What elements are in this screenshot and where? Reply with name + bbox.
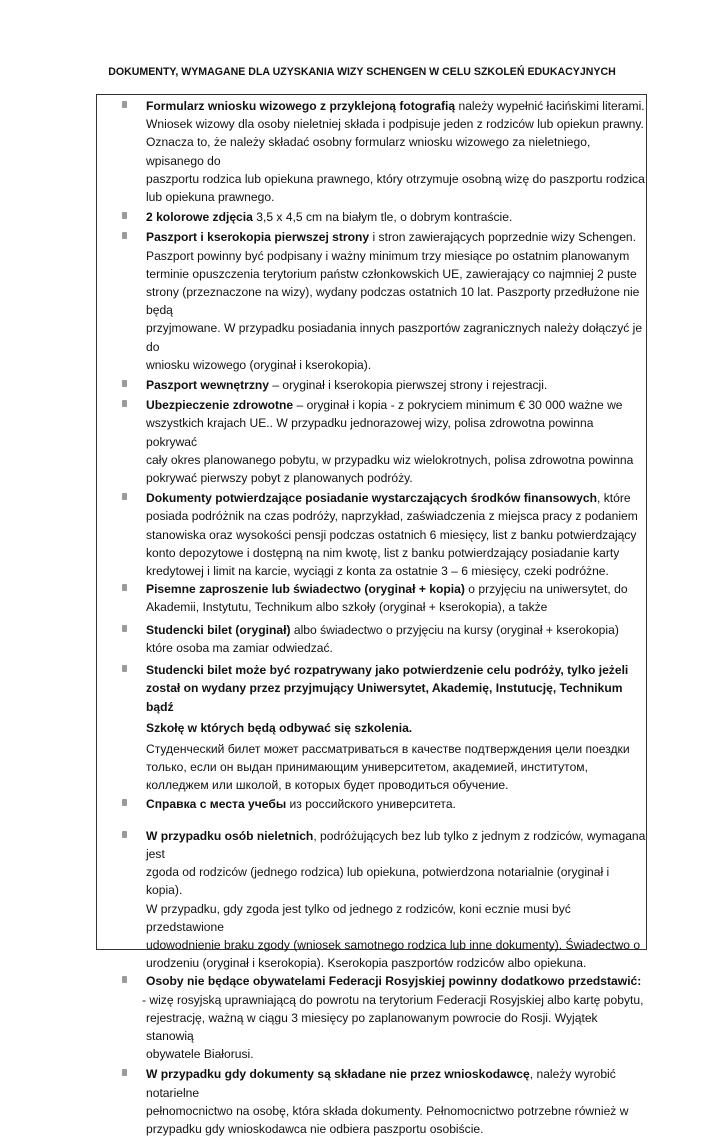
item-text: из российского университета. bbox=[286, 796, 456, 811]
item-text: pełnomocnictwo na osobę, która składa dokumenty. Pełnomocnictwo potrzebne również w bbox=[146, 1103, 629, 1118]
item-text: terminie opuszczenia terytorium państw członkowskich UE, zawierający co najmniej 2 puste bbox=[146, 266, 637, 281]
item-text: Akademii, Instytutu, Technikum albo szkoły (oryginał + kserokopia), a także bbox=[146, 600, 548, 615]
list-item-power-of-attorney bbox=[146, 1065, 646, 1138]
item-heading: Studencki bilet (oryginał) bbox=[146, 622, 291, 637]
bullet-icon bbox=[122, 625, 127, 632]
item-text: cały okres planowanego pobytu, w przypadku wiz wielokrotnych, polisa zdrowotna powinna bbox=[146, 452, 634, 467]
item-text: przyjmowane. W przypadku posiadania innych paszportów zagranicznych należy dołączyć je do bbox=[146, 321, 643, 354]
item-heading: Paszport wewnętrzny bbox=[146, 378, 269, 393]
item-text: albo świadectwo o przyjęciu na kursy (oryginał + kserokopia) bbox=[290, 622, 619, 637]
list-item-internal-passport bbox=[146, 376, 646, 394]
bullet-icon bbox=[122, 212, 127, 219]
list-item-invitation bbox=[146, 580, 646, 616]
item-text: przypadku gdy wnioskodawca nie odbiera paszportu osobiście. bbox=[146, 1121, 484, 1136]
item-text: wniosku wizowego (oryginał i kserokopia). bbox=[146, 357, 372, 372]
bullet-icon bbox=[122, 831, 127, 838]
item-text: lub opiekuna prawnego. bbox=[146, 190, 275, 205]
item-text: , podróżujących bez lub tylko z jednym z rodziców, wymagana jest bbox=[146, 828, 646, 861]
item-text: paszportu rodzica lub opiekuna prawnego, który otrzymuje osobną wizę do paszportu rodzica bbox=[146, 171, 645, 186]
item-text: - wizę rosyjską uprawniającą do powrotu na terytorium Federacji Rosyjskiej albo kartę pobytu, bbox=[142, 992, 644, 1007]
list-item-insurance bbox=[146, 396, 646, 487]
item-heading: Studencki bilet może być rozpatrywany jako potwierdzenie celu podróży, tylko jeżeli bbox=[146, 663, 629, 678]
item-text: o przyjęciu na uniwersytet, do bbox=[464, 582, 628, 597]
item-heading: 2 kolorowe zdjęcia bbox=[146, 210, 253, 225]
bullet-icon bbox=[122, 1069, 127, 1076]
bullet-icon bbox=[122, 976, 127, 983]
item-heading: W przypadku osób nieletnich bbox=[146, 828, 314, 843]
item-text: urodzeniu (oryginał i kserokopia). Kserokopia paszportów rodziców albo opiekuna. bbox=[146, 956, 587, 971]
item-text: , które bbox=[596, 491, 631, 506]
bullet-icon bbox=[122, 584, 127, 591]
item-text: – oryginał i kserokopia pierwszej strony i rejestracji. bbox=[268, 378, 548, 393]
item-text: zgoda od rodziców (jednego rodzica) lub opiekuna, potwierdzona notarialnie (oryginał i kopia). bbox=[146, 865, 610, 898]
list-item-student-card-note bbox=[146, 661, 646, 794]
list-item-financial-means bbox=[146, 489, 646, 580]
bullet-icon bbox=[122, 799, 127, 806]
item-text: obywatele Białorusi. bbox=[146, 1047, 254, 1062]
item-text: W przypadku, gdy zgoda jest tylko od jednego z rodziców, koni ecznie musi być przedstawione bbox=[146, 901, 571, 934]
item-text: strony (przeznaczone na wizy), wydany podczas ostatnich 10 lat. Paszporty przedłużone nie będą bbox=[146, 285, 640, 318]
item-text: należy wypełnić łacińskimi literami. bbox=[455, 99, 645, 113]
bullet-icon bbox=[122, 493, 127, 500]
item-text: Студенческий билет может рассматриваться в качестве подтверждения цели поездки bbox=[146, 741, 630, 756]
bullet-icon bbox=[122, 665, 127, 672]
bullet-icon bbox=[122, 101, 127, 108]
item-heading: Ubezpieczenie zdrowotne bbox=[146, 398, 294, 413]
list-item-photos bbox=[146, 208, 646, 226]
item-text: i stron zawierających poprzednie wizy Schengen. bbox=[369, 230, 637, 245]
item-text: posiada podróżnik na czas podróży, naprzykład, zaświadczenia z miejsca pracy z podaniem bbox=[146, 509, 638, 524]
item-heading: Osoby nie będące obywatelami Federacji Rosyjskiej powinny dodatkowo przedstawić: bbox=[146, 974, 642, 989]
item-text: konto depozytowe i dostępną na nim kwotę, list z banku potwierdzający posiadanie karty bbox=[146, 545, 620, 560]
item-text: 3,5 x 4,5 cm na białym tle, o dobrym kontraście. bbox=[252, 210, 513, 225]
item-text: Oznacza to, że należy składać osobny formularz wniosku wizowego za nieletniego, wpisanego do bbox=[146, 135, 591, 168]
bullet-icon bbox=[122, 380, 127, 387]
requirements-list bbox=[142, 97, 646, 1138]
item-text: które osoba ma zamiar odwiedzać. bbox=[146, 640, 333, 655]
item-text: , należy wyrobić notarielne bbox=[146, 1067, 616, 1100]
bullet-icon bbox=[122, 232, 127, 239]
item-heading: Dokumenty potwierdzające posiadanie wystarczających środków finansowych bbox=[146, 491, 597, 506]
item-text: wszystkich krajach UE.. W przypadku jednorazowej wizy, polisa zdrowotna powinna pokrywać bbox=[146, 416, 594, 449]
item-text: udowodnienie braku zgody (wniosek samotnego rodzica lub inne dokumenty). Świadectwo o bbox=[146, 937, 641, 952]
item-text: Paszport powinny być podpisany i ważny minimum trzy miesiące po ostatnim planowanym bbox=[146, 248, 630, 263]
item-heading: Formularz wniosku wizowego z przyklejoną fotografią bbox=[146, 99, 456, 113]
item-heading: Pisemne zaproszenie lub świadectwo (oryginał + kopia) bbox=[146, 582, 465, 597]
item-text: rejestrację, ważną w ciągu 3 miesięcy po zaplanowanym powrocie do Rosji. Wyjątek stanowią bbox=[146, 1010, 598, 1043]
item-text: колледжем или школой, в которых будет проводиться обучение. bbox=[146, 778, 509, 793]
list-item-non-citizens bbox=[142, 972, 646, 1063]
list-item-study-certificate bbox=[146, 795, 646, 813]
list-item-application-form bbox=[146, 97, 646, 206]
list-item-passport bbox=[146, 228, 646, 374]
item-text: Wniosek wizowy dla osoby nieletniej składa i podpisuje jeden z rodziców lub opiekun prawny. bbox=[146, 117, 644, 132]
item-text: kredytowej i limit na karcie, wyciągi z konta za ostatnie 3 – 6 miesięcy, czeki podróżne. bbox=[146, 564, 609, 579]
item-text: – oryginał i kopia - z pokryciem minimum € 30 000 ważne we bbox=[293, 398, 623, 413]
list-item-student-card bbox=[146, 621, 646, 657]
bullet-icon bbox=[122, 400, 127, 407]
item-heading: Paszport i kserokopia pierwszej strony bbox=[146, 230, 370, 245]
item-heading: Справка с места учебы bbox=[146, 796, 287, 811]
item-text: pokrywać pierwszy pobyt z planowanych podróży. bbox=[146, 471, 413, 486]
item-text: stanowiska oraz wysokości pensji podczas ostatnich 6 miesięcy, list z banku potwierdzający bbox=[146, 527, 637, 542]
item-heading: Szkołę w których będą odbywać się szkolenia. bbox=[146, 720, 413, 735]
item-heading: W przypadku gdy dokumenty są składane nie przez wnioskodawcę bbox=[146, 1067, 530, 1082]
list-item-minors bbox=[146, 827, 646, 973]
item-heading: został on wydany przez przyjmujący Uniwersytet, Akademię, Instutucję, Technikum bądź bbox=[146, 681, 623, 714]
document-title: DOKUMENTY, WYMAGANE DLA UZYSKANIA WIZY SCHENGEN W CELU SZKOLEŃ EDUKACYJNYCH bbox=[108, 66, 616, 78]
item-text: только, если он выдан принимающим университетом, академией, институтом, bbox=[146, 760, 588, 775]
